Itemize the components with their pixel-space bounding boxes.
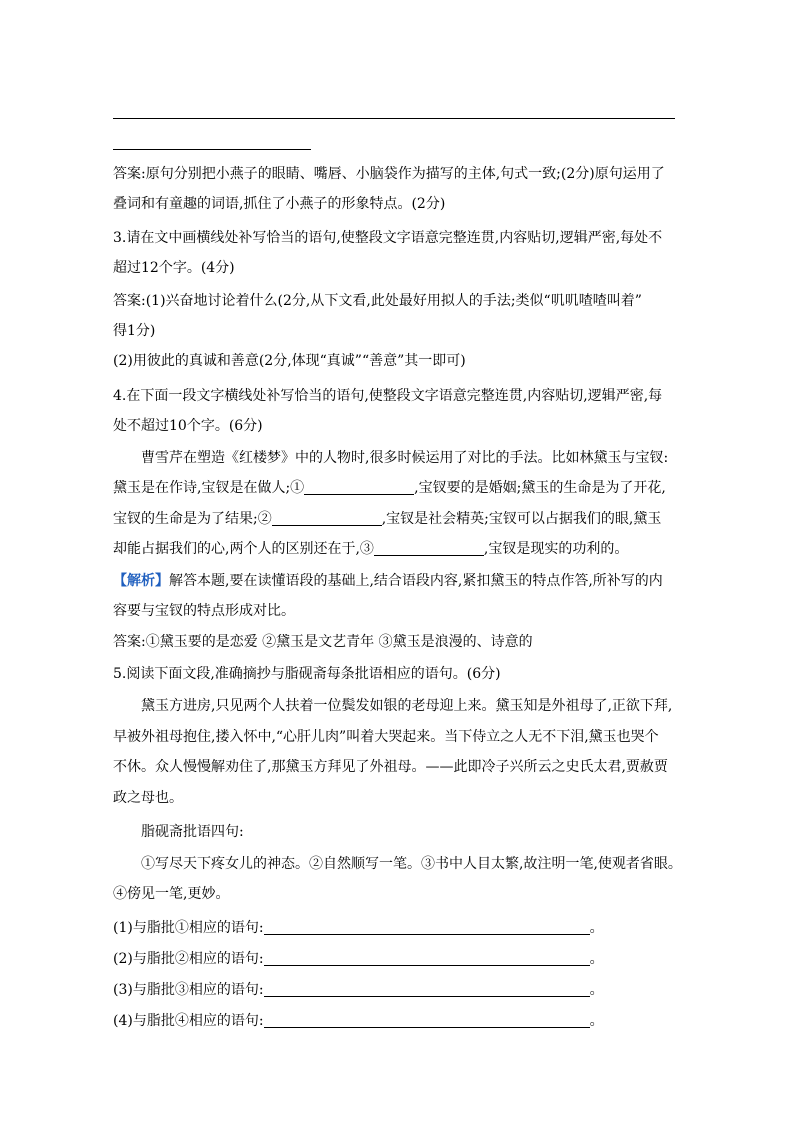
answer-rule (113, 118, 675, 119)
passage-line: 曹雪芹在塑造《红楼梦》中的人物时,很多时候运用了对比的手法。比如林黛玉与宝钗: (141, 450, 669, 466)
answer-text: 答案:原句分别把小燕子的眼睛、嘴唇、小脑袋作为描写的主体,句式一致;(2分)原句运用了 (113, 166, 665, 182)
answer-blank[interactable] (264, 1013, 590, 1028)
answer-text: 叠词和有童趣的词语,抓住了小燕子的形象特点。(2分) (113, 196, 446, 212)
blank-line (113, 918, 675, 938)
blank-label: (1)与脂批①相应的语句: (113, 920, 264, 936)
passage-text: 黛玉是在作诗,宝钗是在做人;① (113, 480, 305, 496)
fill-blank[interactable] (272, 511, 382, 526)
question-prompt: 5.阅读下面文段,准确摘抄与脂砚斋每条批语相应的语句。(6分) (113, 666, 501, 682)
answer-rule (113, 149, 311, 150)
answer-blank[interactable] (264, 951, 590, 966)
blank-label: (2)与脂批②相应的语句: (113, 951, 264, 967)
question-prompt: 4.在下面一段文字横线处补写恰当的语句,使整段文字语意完整连贯,内容贴切,逻辑严密,每 (113, 388, 663, 404)
blank-end: 。 (589, 1013, 604, 1029)
analysis-line (113, 571, 675, 591)
analysis-tag: 【解析】 (113, 573, 169, 589)
passage-line: 政之母也。 (113, 790, 183, 806)
passage-line (113, 539, 675, 559)
passage-line: 不休。众人慢慢解劝住了,那黛玉方拜见了外祖母。——此即冷子兴所云之史氏太君,贾赦贾 (113, 759, 668, 775)
question-prompt: 3.请在文中画横线处补写恰当的语句,使整段文字语意完整连贯,内容贴切,逻辑严密,每处不 (113, 230, 663, 246)
notes-title: 脂砚斋批语四句: (141, 824, 244, 840)
answer-text: 答案:(1)兴奋地讨论着什么(2分,从下文看,此处最好用拟人的手法;类似“叽叽喳喳叫着” (113, 293, 642, 309)
fill-blank[interactable] (304, 480, 414, 495)
notes-line: ①写尽天下疼女儿的神态。②自然顺写一笔。③书中人目太繁,故注明一笔,使观者省眼。 (141, 856, 682, 872)
passage-line (113, 509, 675, 529)
answer-blank[interactable] (264, 982, 590, 997)
analysis-text: 解答本题,要在读懂语段的基础上,结合语段内容,紧扣黛玉的特点作答,所补写的内 (169, 573, 663, 589)
passage-line: 早被外祖母抱住,搂入怀中,“心肝儿肉”叫着大哭起来。当下侍立之人无不下泪,黛玉也哭个 (113, 729, 659, 745)
answer-text: (2)用彼此的真诚和善意(2分,体现“真诚”“善意”其一即可) (113, 353, 466, 369)
passage-text: 宝钗的生命是为了结果;② (113, 511, 272, 527)
passage-line (113, 478, 675, 498)
answer-text: 得1分) (113, 323, 156, 339)
passage-text: ,宝钗是社会精英;宝钗可以占据我们的眼,黛玉 (381, 511, 662, 527)
fill-blank[interactable] (374, 541, 484, 556)
analysis-text: 容要与宝钗的特点形成对比。 (113, 603, 295, 619)
blank-line (113, 949, 675, 969)
blank-label: (4)与脂批④相应的语句: (113, 1013, 264, 1029)
answer-blank[interactable] (264, 920, 590, 935)
blank-end: 。 (589, 982, 604, 998)
blank-label: (3)与脂批③相应的语句: (113, 982, 264, 998)
passage-text: ,宝钗是现实的功利的。 (483, 541, 629, 557)
passage-text: ,宝钗要的是婚姻;黛玉的生命是为了开花, (414, 480, 666, 496)
passage-line: 黛玉方进房,只见两个人扶着一位鬓发如银的老母迎上来。黛玉知是外祖母了,正欲下拜, (141, 698, 673, 714)
answer-text: 答案:①黛玉要的是恋爱 ②黛玉是文艺青年 ③黛玉是浪漫的、诗意的 (113, 634, 533, 650)
blank-line (113, 980, 675, 1000)
blank-end: 。 (589, 951, 604, 967)
blank-line (113, 1011, 675, 1031)
question-prompt: 处不超过10个字。(6分) (113, 418, 263, 434)
notes-line: ④傍见一笔,更妙。 (113, 886, 230, 902)
blank-end: 。 (589, 920, 604, 936)
question-prompt: 超过12个字。(4分) (113, 260, 235, 276)
passage-text: 却能占据我们的心,两个人的区别还在于,③ (113, 541, 374, 557)
